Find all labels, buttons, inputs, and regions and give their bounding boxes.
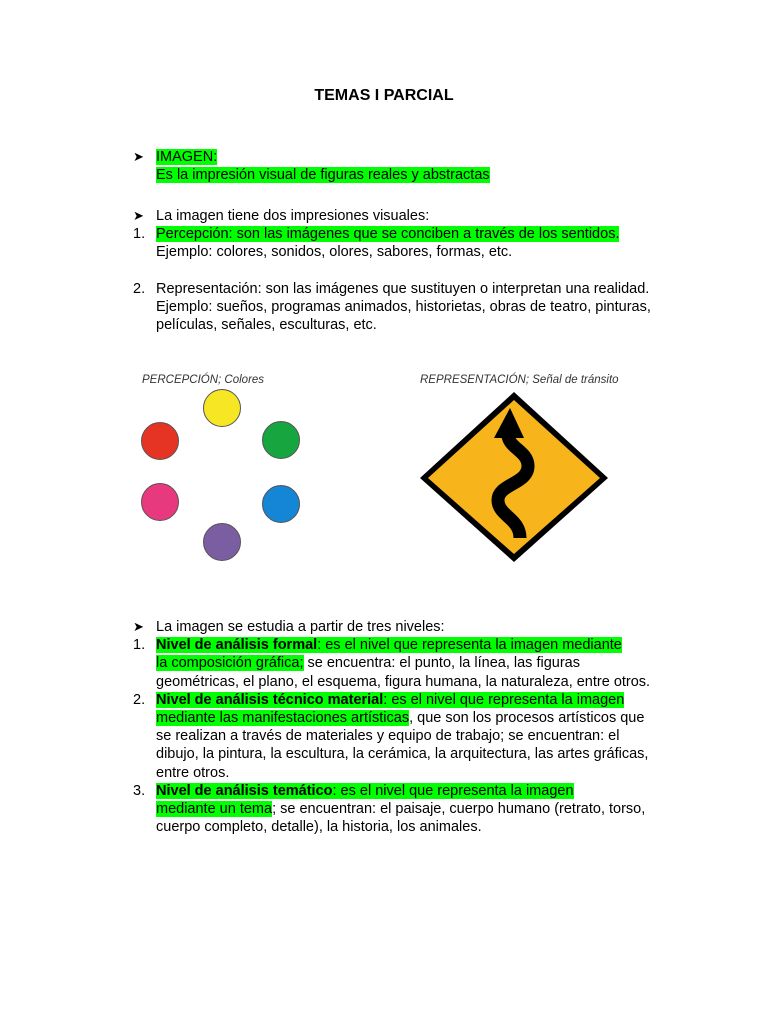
figure-caption-percepcion: PERCEPCIÓN; Colores [142, 374, 265, 386]
representacion-text: Representación: son las imágenes que sustituyen o interpretan una realidad. Ejemplo: sueños, programas animados, historietas, obras de teatro, pinturas, películas, señales, esculturas, etc. [156, 280, 651, 334]
figure-caption-representacion: REPRESENTACIÓN; Señal de tránsito [420, 374, 619, 386]
purple-circle [204, 524, 241, 561]
nivel-tematico-text: ; se encuentran: el paisaje, cuerpo humano (retrato, torso, cuerpo completo, detalle), la historia, los animales. [156, 801, 646, 836]
percepcion-example: Ejemplo: colores, sonidos, olores, sabores, formas, etc. [156, 244, 513, 261]
list-item [133, 148, 663, 184]
color-circles-figure [132, 388, 310, 566]
red-circle [142, 423, 179, 460]
nivel-tematico-highlight-1: : es el nivel que representa la imagen [332, 782, 574, 799]
list-item [133, 280, 663, 335]
green-circle [263, 422, 300, 459]
blue-circle [263, 486, 300, 523]
imagen-heading: IMAGEN: [156, 149, 218, 165]
nivel-tecnico-highlight-2: mediante las manifestaciones artísticas [156, 710, 410, 727]
page-title: TEMAS I PARCIAL [314, 87, 454, 104]
nivel-tecnico-highlight-1: : es el nivel que representa la imagen [383, 691, 625, 708]
section-impresiones [133, 207, 663, 334]
nivel-tecnico-title: Nivel de análisis técnico material [156, 691, 384, 708]
nivel-formal-highlight-1: : es el nivel que representa la imagen mediante [317, 637, 622, 654]
list-item [133, 691, 663, 782]
percepcion-text: Percepción: son las imágenes que se conciben a través de los sentidos. [156, 226, 620, 243]
winding-road-sign-figure [416, 388, 616, 566]
list-number: 1. [133, 226, 146, 243]
section-niveles [133, 618, 663, 836]
list-item [133, 636, 663, 691]
list-item [133, 782, 663, 837]
section-imagen [133, 148, 663, 184]
list-item [133, 207, 663, 225]
nivel-tematico-highlight-2: mediante un tema [156, 801, 273, 818]
list-number: 2. [133, 280, 146, 297]
list-number: 3. [133, 782, 146, 799]
list-item [133, 618, 663, 636]
nivel-formal-title: Nivel de análisis formal [156, 637, 318, 654]
arrow-bullet-icon: ➤ [133, 619, 144, 634]
nivel-tematico-title: Nivel de análisis temático [156, 782, 333, 799]
nivel-formal-highlight-2: la composición gráfica; [156, 655, 304, 672]
imagen-definition: Es la impresión visual de figuras reales y abstractas [156, 167, 490, 184]
impresiones-intro: La imagen tiene dos impresiones visuales: [156, 208, 430, 224]
nivel-formal-text: se encuentra: el punto, la línea, las figuras geométricas, el plano, el esquema, figura humana, la naturaleza, entre otros. [156, 655, 651, 690]
arrow-bullet-icon: ➤ [133, 208, 144, 223]
list-number: 1. [133, 637, 146, 654]
arrow-bullet-icon: ➤ [133, 149, 144, 164]
list-item [133, 225, 663, 261]
niveles-intro: La imagen se estudia a partir de tres niveles: [156, 619, 445, 635]
pink-circle [142, 484, 179, 521]
nivel-tecnico-text: , que son los procesos artísticos que se realizan a través de materiales y equipo de trabajo; se encuentran: el dibujo, la pintura, la escultura, la cerámica, la arquitectura, las artes gráficas, entre otros. [156, 710, 649, 781]
yellow-circle [204, 390, 241, 427]
list-number: 2. [133, 691, 146, 708]
